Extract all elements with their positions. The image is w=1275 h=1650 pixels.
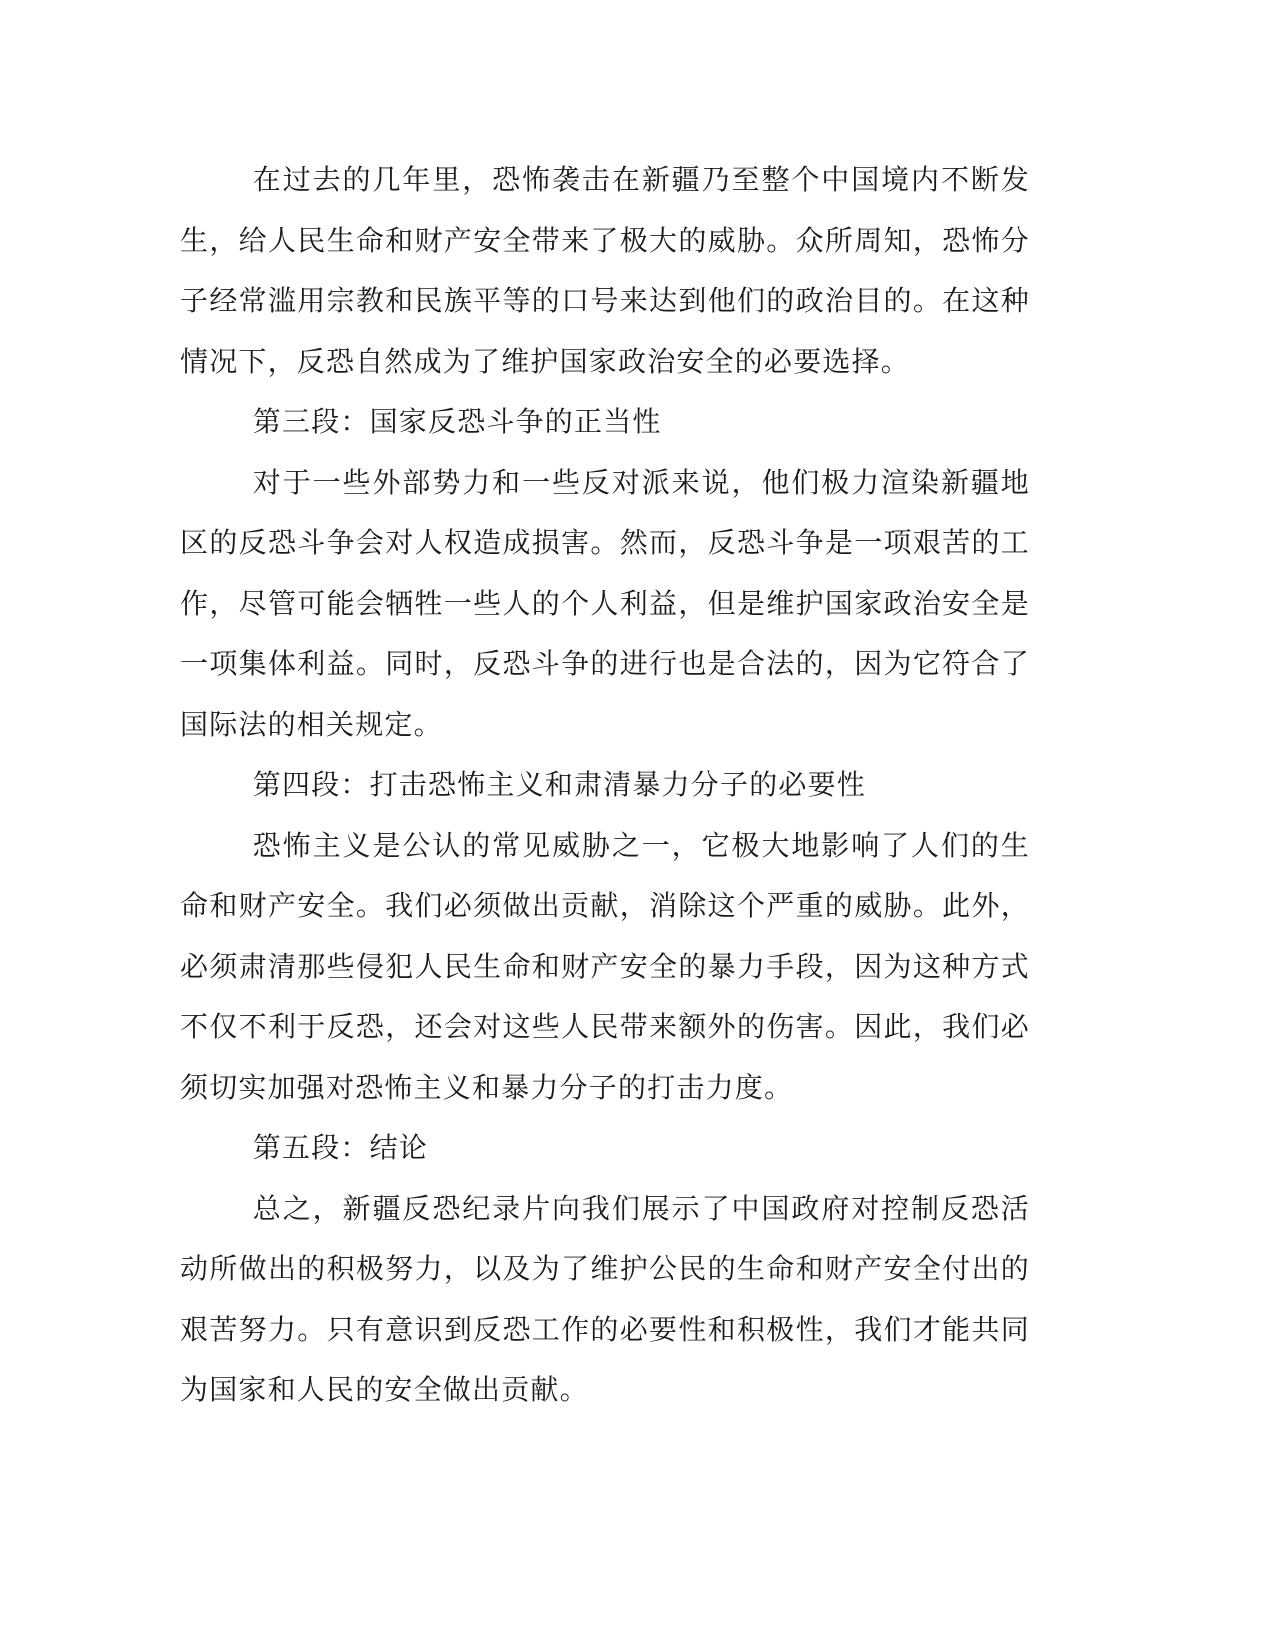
paragraph-necessity: 恐怖主义是公认的常见威胁之一，它极大地影响了人们的生命和财产安全。我们必须做出贡献，消除这个严重的威胁。此外，必须肃清那些侵犯人民生命和财产安全的暴力手段，因为这种方式不仅不利于反恐，还会对这些人民带来额外的伤害。因此，我们必须切实加强对恐怖主义和暴力分子的打击力度。 bbox=[180, 828, 1030, 1104]
section-heading-3: 第三段：国家反恐斗争的正当性 bbox=[252, 405, 662, 438]
paragraph-legitimacy: 对于一些外部势力和一些反对派来说，他们极力渲染新疆地区的反恐斗争会对人权造成损害。然而，反恐斗争是一项艰苦的工作，尽管可能会牺牲一些人的个人利益，但是维护国家政治安全是一项集体利益。同时，反恐斗争的进行也是合法的，因为它符合了国际法的相关规定。 bbox=[180, 465, 1030, 741]
section-heading-4: 第四段：打击恐怖主义和肃清暴力分子的必要性 bbox=[252, 768, 866, 801]
paragraph-conclusion: 总之，新疆反恐纪录片向我们展示了中国政府对控制反恐活动所做出的积极努力，以及为了维护公民的生命和财产安全付出的艰苦努力。只有意识到反恐工作的必要性和积极性，我们才能共同为国家和人民的安全做出贡献。 bbox=[180, 1191, 1030, 1406]
paragraph-terror-attacks: 在过去的几年里，恐怖袭击在新疆乃至整个中国境内不断发生，给人民生命和财产安全带来了极大的威胁。众所周知，恐怖分子经常滥用宗教和民族平等的口号来达到他们的政治目的。在这种情况下，反恐自然成为了维护国家政治安全的必要选择。 bbox=[180, 163, 1030, 378]
section-heading-5: 第五段：结论 bbox=[252, 1131, 428, 1164]
document-body bbox=[180, 150, 1030, 1421]
